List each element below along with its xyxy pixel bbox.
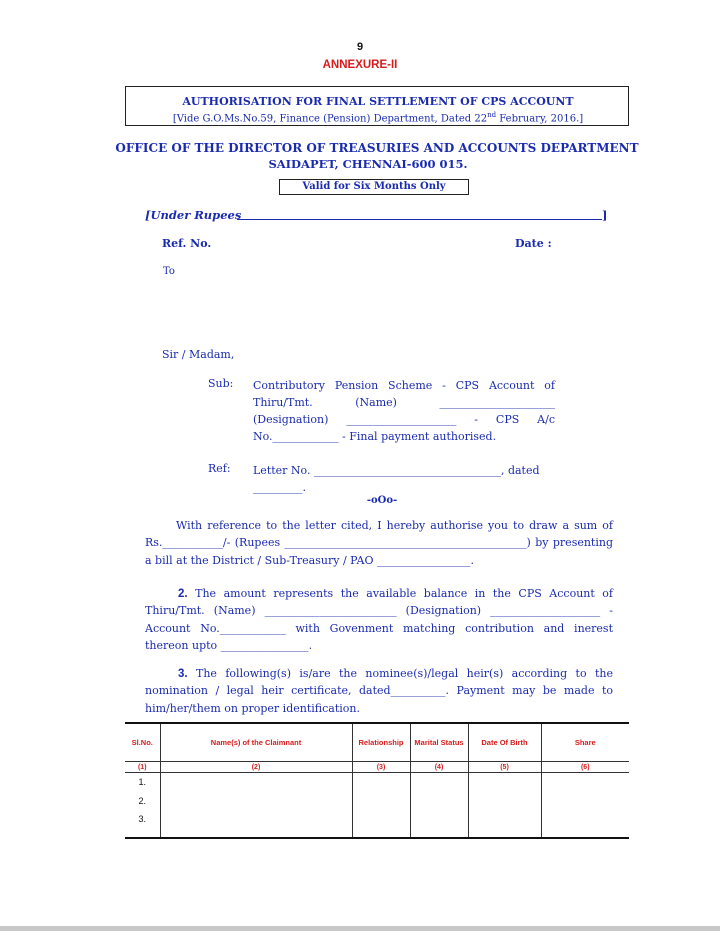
header-marital-status: Marital Status [410, 723, 468, 762]
nominee-table [125, 722, 629, 839]
header-relationship: Relationship [352, 723, 410, 762]
salutation: Sir / Madam, [162, 348, 235, 361]
form-reference-tail: February, 2016.] [496, 113, 584, 125]
date-of-birth-cell[interactable] [468, 773, 541, 839]
share-cell[interactable] [541, 773, 629, 839]
paragraph-3-text: The following(s) is/are the nominee(s)/legal heir(s) according to the nomination / legal heir certificate, dated__________. Payment may be made to him/her/them on proper identification. [145, 667, 614, 715]
form-reference [126, 111, 630, 124]
sl-no-cell [125, 773, 160, 839]
table-header-row [125, 723, 629, 762]
paragraph-3 [145, 665, 613, 717]
column-number: (1) [125, 762, 160, 773]
table-column-number-row [125, 762, 629, 773]
column-number: (5) [468, 762, 541, 773]
subject-label: Sub: [208, 377, 234, 390]
column-number: (4) [410, 762, 468, 773]
header-claimant-name: Name(s) of the Claimnant [160, 723, 352, 762]
to-label: To [163, 266, 175, 277]
annexure-label: ANNEXURE-II [322, 59, 398, 71]
reference-label: Ref: [208, 462, 231, 475]
paragraph-2-number: 2. [178, 588, 188, 600]
marital-status-cell[interactable] [410, 773, 468, 839]
header-sl-no: Sl.No. [125, 723, 160, 762]
row-number: 3. [138, 814, 146, 824]
row-number: 2. [138, 795, 146, 806]
relationship-cell[interactable] [352, 773, 410, 839]
under-rupees-field[interactable] [237, 219, 602, 220]
table-row [125, 773, 629, 839]
form-reference-sup: nd [487, 111, 497, 119]
office-name: OFFICE OF THE DIRECTOR OF TREASURIES AND ACCOUNTS DEPARTMENT [115, 141, 639, 155]
reference-text: Letter No. __________________________________, dated _________. [253, 464, 540, 494]
claimant-name-cell[interactable] [160, 773, 352, 839]
row-number: 1. [138, 777, 146, 787]
column-number: (2) [160, 762, 352, 773]
page-bottom-edge [0, 926, 720, 931]
column-number: (6) [541, 762, 629, 773]
date-label: Date : [515, 237, 552, 250]
separator: -oOo- [366, 495, 398, 506]
subject-text: Contributory Pension Scheme - CPS Account of Thiru/Tmt. (Name) _____________________ (Designation) ____________________ - CPS A/c No.____________ - Final payment authorised. [253, 379, 555, 443]
office-address: SAIDAPET, CHENNAI-600 015. [268, 157, 468, 171]
validity-box: Valid for Six Months Only [279, 179, 469, 195]
header-date-of-birth: Date Of Birth [468, 723, 541, 762]
column-number: (3) [352, 762, 410, 773]
title-box [125, 86, 629, 126]
paragraph-2 [145, 585, 613, 654]
form-reference-text: [Vide G.O.Ms.No.59, Finance (Pension) Department, Dated 22 [172, 113, 488, 125]
form-title: AUTHORISATION FOR FINAL SETTLEMENT OF CPS ACCOUNT [182, 95, 574, 108]
under-rupees-close: ] [602, 208, 608, 222]
header-share: Share [541, 723, 629, 762]
page-number: 9 [356, 41, 364, 53]
under-rupees-label: [Under Rupees [145, 208, 242, 222]
paragraph-2-text: The amount represents the available balance in the CPS Account of Thiru/Tmt. (Name) ________________________ (Designation) ____________________ - Account No.____________ with Govenment matching contribution and inerest thereon upto ________________. [145, 587, 613, 652]
paragraph-1: With reference to the letter cited, I hereby authorise you to draw a sum of Rs.___________/- (Rupees ____________________________________________) by presenting a bill at the District / Sub-Treasury / PAO _________________. [145, 519, 613, 567]
paragraph-3-number: 3. [178, 668, 188, 680]
ref-no-label: Ref. No. [162, 237, 212, 250]
